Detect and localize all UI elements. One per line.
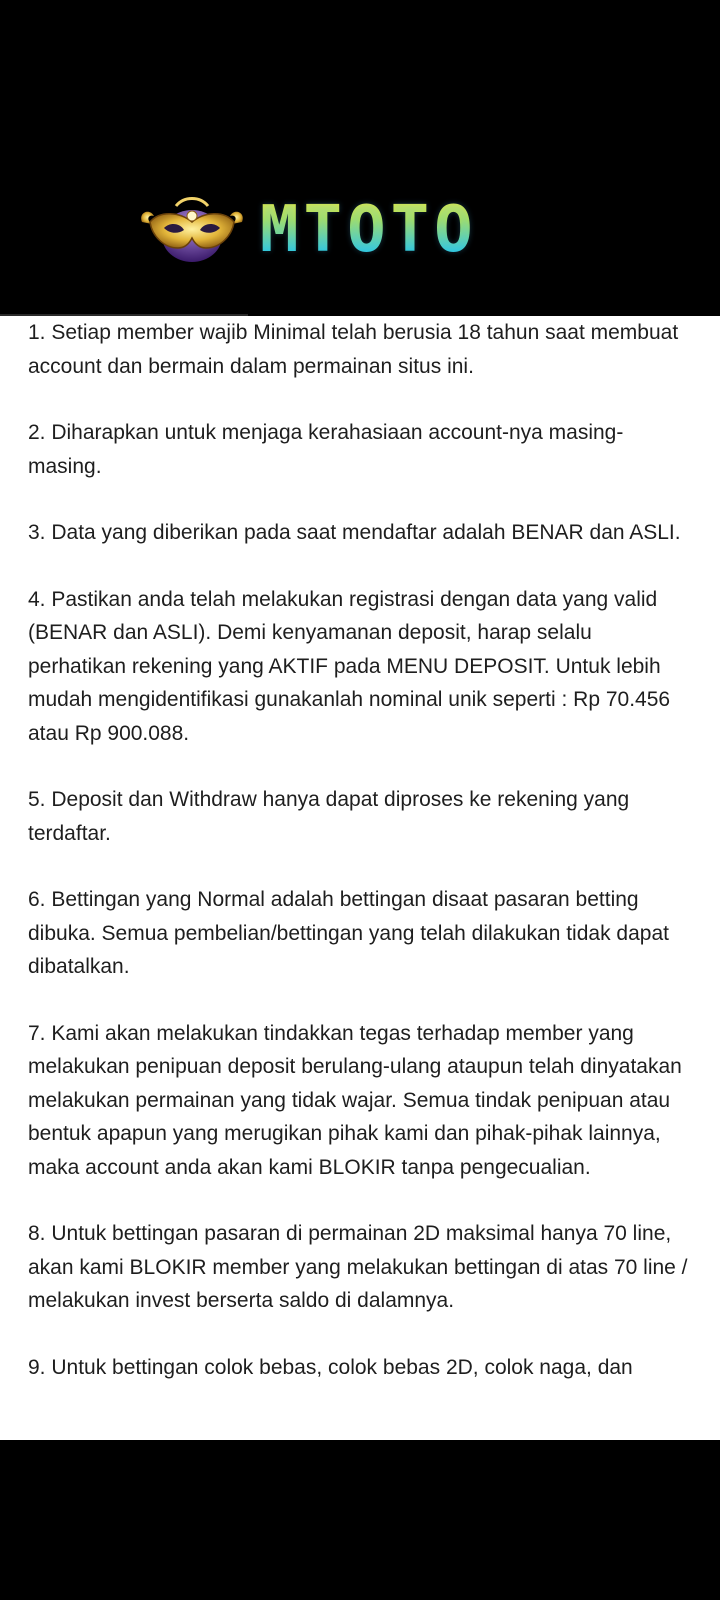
rule-item-7: 7. Kami akan melakukan tindakkan tegas terhadap member yang melakukan penipuan deposit berulang-ulang ataupun telah dinyatakan melakukan permainan yang tidak wajar. Semua tindak penipuan atau bentuk apapun yang merugikan pihak kami dan pihak-pihak lainnya, maka account anda akan kami BLOKIR tanpa pengecualian. [28, 1021, 682, 1179]
rule-item-6: 6. Bettingan yang Normal adalah bettingan disaat pasaran betting dibuka. Semua pembelian/bettingan yang telah dilakukan tidak dapat dibatalkan. [28, 888, 669, 978]
rules-panel[interactable] [0, 316, 720, 1440]
brand-name: MTOTO [260, 193, 478, 267]
rule-item-4: 4. Pastikan anda telah melakukan registrasi dengan data yang valid (BENAR dan ASLI). Demi kenyamanan deposit, harap selalu perhatikan rekening yang AKTIF pada MENU DEPOSIT. Untuk lebih mudah mengidentifikasi gunakanlah nominal unik seperti : Rp 70.456 atau Rp 900.088. [28, 587, 671, 745]
bottom-area [0, 1440, 720, 1600]
brand-logo[interactable] [136, 188, 478, 276]
rule-item-1: 1. Setiap member wajib Minimal telah berusia 18 tahun saat membuat account dan bermain dalam permainan situs ini. [28, 321, 679, 378]
rules-list [0, 316, 720, 1384]
venetian-mask-icon [136, 192, 248, 272]
rule-item-5: 5. Deposit dan Withdraw hanya dapat diproses ke rekening yang terdaftar. [28, 788, 630, 845]
header [0, 0, 720, 316]
rule-item-2: 2. Diharapkan untuk menjaga kerahasiaan account-nya masing-masing. [28, 421, 624, 478]
rule-item-3: 3. Data yang diberikan pada saat mendaftar adalah BENAR dan ASLI. [28, 521, 681, 544]
rule-item-8: 8. Untuk bettingan pasaran di permainan 2D maksimal hanya 70 line, akan kami BLOKIR member yang melakukan bettingan di atas 70 line / melakukan invest berserta saldo di dalamnya. [28, 1222, 688, 1312]
rule-item-9: 9. Untuk bettingan colok bebas, colok bebas 2D, colok naga, dan [28, 1355, 633, 1379]
